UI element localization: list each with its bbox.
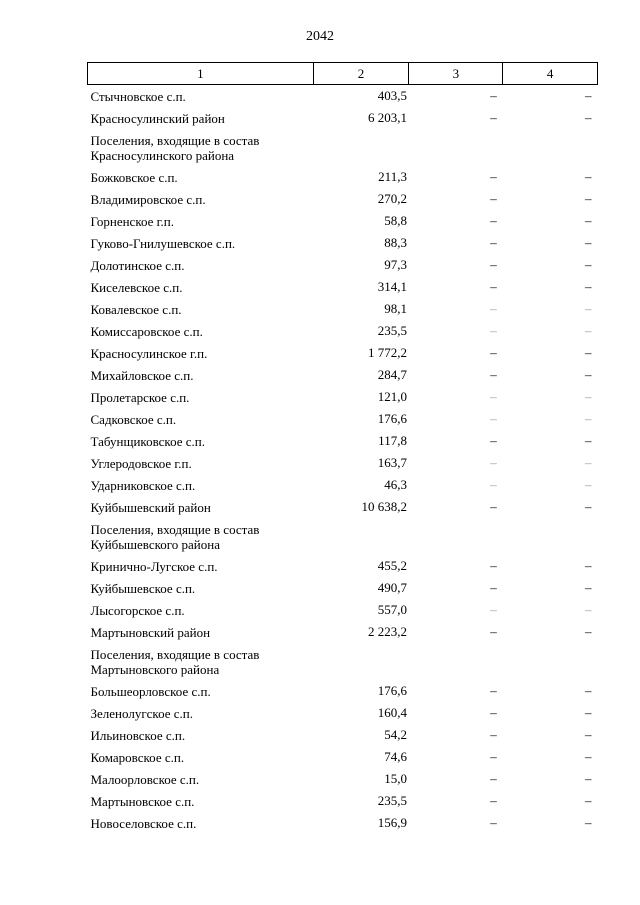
table-row bbox=[88, 188, 598, 210]
table-row bbox=[88, 364, 598, 386]
table-row bbox=[88, 408, 598, 430]
row-col3: – bbox=[490, 433, 497, 448]
table-row bbox=[88, 746, 598, 768]
row-col4: – bbox=[585, 191, 592, 206]
row-col4: – bbox=[585, 455, 592, 470]
row-col4: – bbox=[585, 749, 592, 764]
row-col4: – bbox=[585, 235, 592, 250]
row-value: 314,1 bbox=[377, 279, 407, 294]
row-col4: – bbox=[585, 602, 592, 617]
row-value bbox=[313, 518, 409, 555]
row-name: Ударниковское с.п. bbox=[90, 477, 196, 493]
row-name: Гуково-Гнилушевское с.п. bbox=[90, 235, 236, 251]
row-col3: – bbox=[490, 191, 497, 206]
row-name: Кринично-Лугское с.п. bbox=[90, 558, 218, 574]
row-value: 98,1 bbox=[384, 301, 407, 316]
row-value: 121,0 bbox=[377, 389, 407, 404]
row-col3: – bbox=[490, 110, 497, 125]
row-name: Мартыновский район bbox=[90, 624, 211, 640]
row-col3: – bbox=[490, 683, 497, 698]
row-value: 160,4 bbox=[377, 705, 407, 720]
row-name: Красносулинское г.п. bbox=[90, 345, 208, 361]
row-col4: – bbox=[585, 213, 592, 228]
table-row bbox=[88, 85, 598, 108]
table-row bbox=[88, 386, 598, 408]
row-col3: – bbox=[490, 213, 497, 228]
row-value: 163,7 bbox=[377, 455, 407, 470]
row-col4: – bbox=[585, 499, 592, 514]
row-col3 bbox=[409, 643, 503, 680]
row-col4: – bbox=[585, 683, 592, 698]
row-name: Киселевское с.п. bbox=[90, 279, 183, 295]
row-value: 2 223,2 bbox=[367, 624, 407, 639]
row-col3: – bbox=[490, 411, 497, 426]
row-name: Мартыновское с.п. bbox=[90, 793, 195, 809]
row-value: 176,6 bbox=[377, 411, 407, 426]
row-name: Михайловское с.п. bbox=[90, 367, 194, 383]
row-col3: – bbox=[490, 727, 497, 742]
row-value: 455,2 bbox=[377, 558, 407, 573]
table-row bbox=[88, 643, 598, 680]
row-name: Горненское г.п. bbox=[90, 213, 174, 229]
row-col3: – bbox=[490, 580, 497, 595]
row-col4: – bbox=[585, 558, 592, 573]
row-value: 403,5 bbox=[377, 88, 407, 103]
row-name: Садковское с.п. bbox=[90, 411, 177, 427]
table-row bbox=[88, 107, 598, 129]
row-value: 176,6 bbox=[377, 683, 407, 698]
row-col3: – bbox=[490, 323, 497, 338]
row-value: 284,7 bbox=[377, 367, 407, 382]
row-col3: – bbox=[490, 279, 497, 294]
row-col3: – bbox=[490, 88, 497, 103]
row-col3: – bbox=[490, 771, 497, 786]
row-col4: – bbox=[585, 815, 592, 830]
row-name: Комиссаровское с.п. bbox=[90, 323, 203, 339]
row-value: 270,2 bbox=[377, 191, 407, 206]
row-col3: – bbox=[490, 815, 497, 830]
row-name: Поселения, входящие в состав Куйбышевского района bbox=[90, 521, 260, 552]
row-name: Ковалевское с.п. bbox=[90, 301, 182, 317]
row-value: 1 772,2 bbox=[367, 345, 407, 360]
row-col3: – bbox=[490, 749, 497, 764]
table-row bbox=[88, 320, 598, 342]
row-name: Стычновское с.п. bbox=[90, 88, 186, 104]
row-name: Поселения, входящие в состав Красносулинского района bbox=[90, 132, 260, 163]
row-col4: – bbox=[585, 411, 592, 426]
row-col4 bbox=[503, 643, 598, 680]
table-header-row bbox=[88, 63, 598, 85]
table-row bbox=[88, 342, 598, 364]
table-row bbox=[88, 768, 598, 790]
row-name: Новоселовское с.п. bbox=[90, 815, 197, 831]
row-col4: – bbox=[585, 367, 592, 382]
row-value: 156,9 bbox=[377, 815, 407, 830]
row-col3: – bbox=[490, 793, 497, 808]
row-col4: – bbox=[585, 771, 592, 786]
row-col4: – bbox=[585, 624, 592, 639]
row-col3: – bbox=[490, 301, 497, 316]
row-col4 bbox=[503, 518, 598, 555]
table-row bbox=[88, 702, 598, 724]
table-row bbox=[88, 724, 598, 746]
row-name: Куйбышевское с.п. bbox=[90, 580, 196, 596]
row-value: 74,6 bbox=[384, 749, 407, 764]
row-col3: – bbox=[490, 235, 497, 250]
row-name: Владимировское с.п. bbox=[90, 191, 206, 207]
row-col4: – bbox=[585, 477, 592, 492]
table-row bbox=[88, 790, 598, 812]
row-value: 6 203,1 bbox=[367, 110, 407, 125]
row-name: Божковское с.п. bbox=[90, 169, 178, 185]
row-col3: – bbox=[490, 257, 497, 272]
row-col4: – bbox=[585, 169, 592, 184]
row-name: Углеродовское г.п. bbox=[90, 455, 192, 471]
row-col3: – bbox=[490, 558, 497, 573]
row-col4: – bbox=[585, 705, 592, 720]
row-value: 490,7 bbox=[377, 580, 407, 595]
row-name: Красносулинский район bbox=[90, 110, 225, 126]
data-table bbox=[87, 62, 598, 834]
header-col-1: 1 bbox=[88, 63, 314, 85]
table-row bbox=[88, 276, 598, 298]
row-value: 15,0 bbox=[384, 771, 407, 786]
header-col-3: 3 bbox=[409, 63, 503, 85]
row-col3: – bbox=[490, 389, 497, 404]
row-col4: – bbox=[585, 793, 592, 808]
row-col3: – bbox=[490, 705, 497, 720]
row-col3: – bbox=[490, 602, 497, 617]
row-name: Зеленолугское с.п. bbox=[90, 705, 193, 721]
row-name: Долотинское с.п. bbox=[90, 257, 185, 273]
row-value bbox=[313, 643, 409, 680]
row-col4: – bbox=[585, 88, 592, 103]
header-col-4: 4 bbox=[503, 63, 598, 85]
table-row bbox=[88, 555, 598, 577]
table-row bbox=[88, 210, 598, 232]
table-row bbox=[88, 452, 598, 474]
row-value: 117,8 bbox=[378, 433, 407, 448]
row-col3: – bbox=[490, 477, 497, 492]
row-col4: – bbox=[585, 389, 592, 404]
table-row bbox=[88, 680, 598, 702]
table-row bbox=[88, 166, 598, 188]
row-value: 235,5 bbox=[377, 793, 407, 808]
row-value: 557,0 bbox=[377, 602, 407, 617]
table-row bbox=[88, 298, 598, 320]
row-value: 46,3 bbox=[384, 477, 407, 492]
row-name: Малоорловское с.п. bbox=[90, 771, 200, 787]
row-name: Большеорловское с.п. bbox=[90, 683, 211, 699]
table-row bbox=[88, 474, 598, 496]
table-row bbox=[88, 254, 598, 276]
row-col4: – bbox=[585, 580, 592, 595]
row-value: 54,2 bbox=[384, 727, 407, 742]
row-name: Табунщиковское с.п. bbox=[90, 433, 205, 449]
row-name: Комаровское с.п. bbox=[90, 749, 185, 765]
row-col4: – bbox=[585, 257, 592, 272]
row-col4: – bbox=[585, 110, 592, 125]
row-col4: – bbox=[585, 323, 592, 338]
table-row bbox=[88, 599, 598, 621]
row-name: Лысогорское с.п. bbox=[90, 602, 185, 618]
row-name: Пролетарское с.п. bbox=[90, 389, 190, 405]
row-value bbox=[313, 129, 409, 166]
row-col3: – bbox=[490, 367, 497, 382]
table-row bbox=[88, 812, 598, 834]
row-col3: – bbox=[490, 169, 497, 184]
table-row bbox=[88, 129, 598, 166]
table-row bbox=[88, 496, 598, 518]
row-col4: – bbox=[585, 727, 592, 742]
row-name: Поселения, входящие в состав Мартыновского района bbox=[90, 646, 260, 677]
row-name: Ильиновское с.п. bbox=[90, 727, 186, 743]
table-row bbox=[88, 621, 598, 643]
row-name: Куйбышевский район bbox=[90, 499, 211, 515]
row-value: 58,8 bbox=[384, 213, 407, 228]
row-col4: – bbox=[585, 301, 592, 316]
row-col4: – bbox=[585, 279, 592, 294]
row-value: 211,3 bbox=[378, 169, 407, 184]
row-value: 97,3 bbox=[384, 257, 407, 272]
table-row bbox=[88, 430, 598, 452]
row-value: 10 638,2 bbox=[361, 499, 407, 514]
table-body bbox=[88, 85, 598, 835]
row-col4: – bbox=[585, 345, 592, 360]
row-value: 235,5 bbox=[377, 323, 407, 338]
header-col-2: 2 bbox=[313, 63, 409, 85]
table-row bbox=[88, 577, 598, 599]
row-col4 bbox=[503, 129, 598, 166]
row-col4: – bbox=[585, 433, 592, 448]
table-row bbox=[88, 232, 598, 254]
row-col3 bbox=[409, 518, 503, 555]
row-col3: – bbox=[490, 499, 497, 514]
row-value: 88,3 bbox=[384, 235, 407, 250]
row-col3: – bbox=[490, 345, 497, 360]
row-col3: – bbox=[490, 455, 497, 470]
row-col3: – bbox=[490, 624, 497, 639]
row-col3 bbox=[409, 129, 503, 166]
page-number: 2042 bbox=[306, 29, 334, 44]
table-row bbox=[88, 518, 598, 555]
